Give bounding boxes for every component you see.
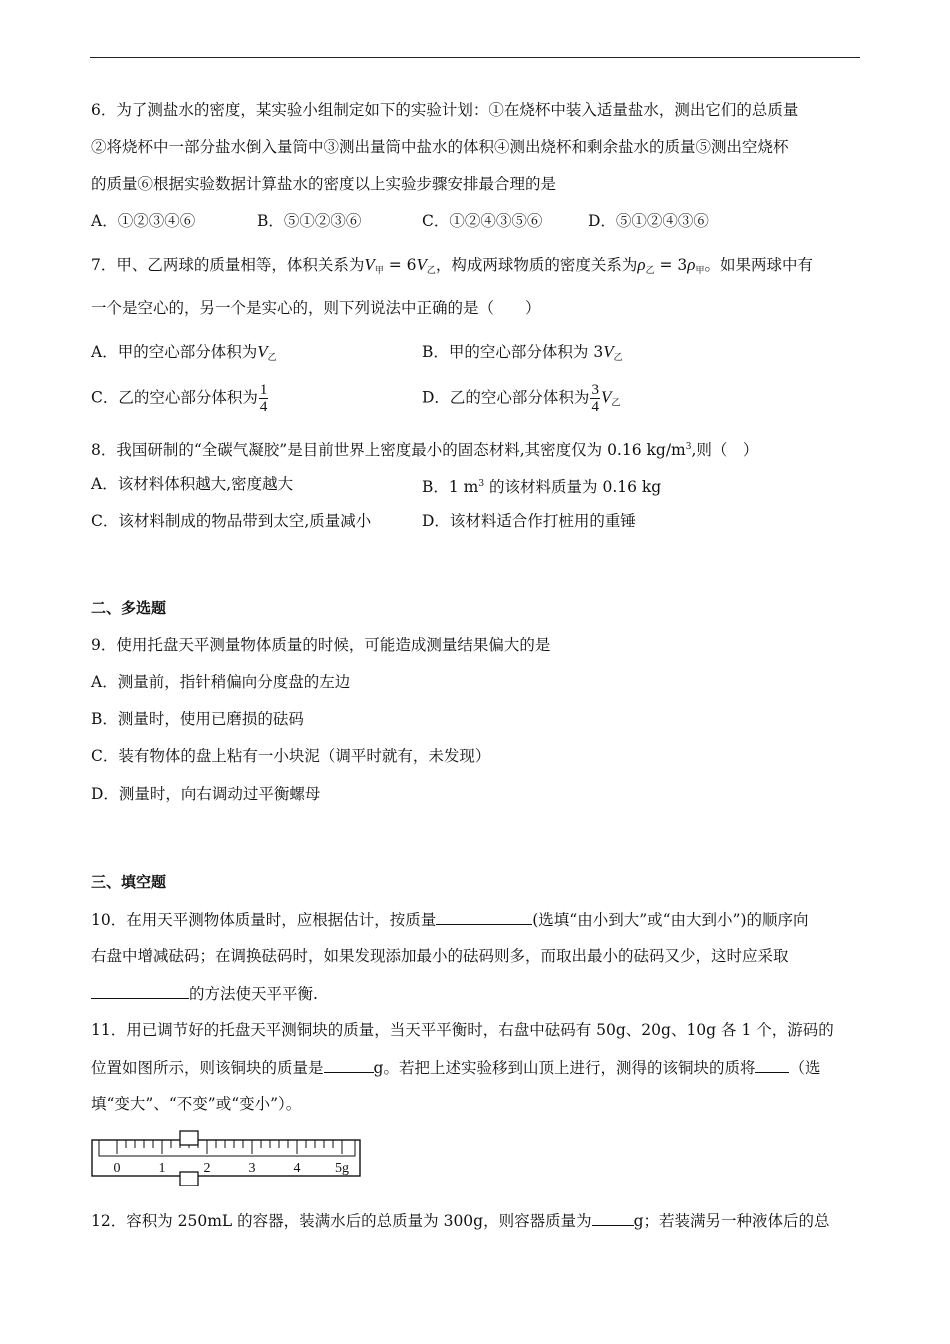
q7-eq2-rhs-sub: 甲 — [695, 266, 705, 276]
q7-option-b-text: B．甲的空心部分体积为 3 — [422, 343, 604, 361]
q12-text-1: 12．容积为 250mL 的容器，装满水后的总质量为 300g，则容器质量为 — [91, 1212, 592, 1230]
q6-line-3: 的质量⑥根据实验数据计算盐水的密度以上实验步骤安排最合理的是 — [91, 175, 557, 193]
ruler-scale-strip — [99, 1140, 355, 1156]
q7-option-a-text: A．甲的空心部分体积为 — [91, 343, 258, 361]
q7-option-c-numerator: 1 — [259, 382, 268, 398]
ruler-tick-label: 2 — [203, 1161, 211, 1176]
q7-eq2-mid: = 3 — [654, 256, 688, 274]
ruler-frame — [92, 1140, 360, 1176]
q7-option-b-var: V — [603, 342, 614, 361]
q7-option-d-fraction — [590, 382, 600, 415]
q11-blank-1 — [324, 1056, 374, 1073]
q8-sup: 3 — [685, 442, 692, 452]
q7-option-d-text: D．乙的空心部分体积为 — [422, 388, 590, 407]
ruler-tick-label: 0 — [113, 1161, 121, 1176]
q11-text-1: 位置如图所示，则该铜块的质量是 — [91, 1059, 324, 1077]
q8-option-b-text-2: 的该材料质量为 0.16 kg — [484, 478, 662, 497]
q6-option-d: D．⑤①②④③⑥ — [588, 212, 709, 230]
q6-line-2: ②将烧杯中一部分盐水倒入量筒中③测出量筒中盐水的体积④测出烧杯和剩余盐水的质量⑤测出空烧杯 — [91, 138, 789, 156]
q6-option-b: B．⑤①②③⑥ — [257, 212, 362, 230]
q7-option-d — [422, 382, 620, 415]
q8-option-b — [422, 473, 661, 498]
q7-option-d-numerator: 3 — [591, 382, 599, 398]
q12-line-1 — [91, 1209, 830, 1232]
q7-option-b — [422, 341, 623, 369]
q9-option-b: B．测量时，使用已磨损的砝码 — [91, 710, 304, 728]
section-multi-choice: 二、多选题 — [91, 599, 167, 617]
q8-option-a: A．该材料体积越大,密度越大 — [91, 475, 294, 493]
q12-text-2: g；若装满另一种液体后的总 — [633, 1212, 830, 1230]
section-fill-blank: 三、填空题 — [91, 873, 167, 891]
q8-option-c: C．该材料制成的物品带到太空,质量减小 — [91, 512, 372, 530]
q10-line-3 — [91, 982, 318, 1005]
q11-text-3: （选 — [789, 1059, 821, 1077]
q9-option-a: A．测量前，指针稍偏向分度盘的左边 — [91, 673, 351, 691]
header-rule — [90, 57, 860, 58]
q8-text-1: 8．我国研制的“全碳气凝胶”是目前世界上密度最小的固态材料,其密度仅为 0.16 kg/m — [91, 441, 686, 460]
q11-line-2 — [91, 1056, 820, 1079]
ruler-tick-label: 5g — [335, 1161, 349, 1176]
q8-option-b-text-1: B．1 m — [422, 478, 479, 497]
q11-text-2: g。若把上述实验移到山顶上进行，测得的该铜块的质将 — [373, 1059, 756, 1077]
q11-line-1: 11．用已调节好的托盘天平测铜块的质量，当天平平衡时，右盘中砝码有 50g、20g、10g 各 1 个，游码的 — [91, 1021, 834, 1039]
q10-blank-1 — [436, 908, 532, 925]
q10-line-2: 右盘中增减砝码；在调换砝码时，如果发现添加最小的砝码则多，而取出最小的砝码又少，这时应采取 — [91, 947, 789, 965]
q7-eq1-rhs-sub: 乙 — [426, 266, 436, 276]
rider-bottom — [180, 1172, 198, 1186]
q7-line-1 — [91, 254, 813, 282]
ruler-tick-label: 4 — [293, 1161, 301, 1176]
ruler-tick-label: 3 — [248, 1161, 256, 1176]
q10-text-1: 10．在用天平测物体质量时，应根据估计，按质量 — [91, 911, 437, 929]
q7-option-a — [91, 341, 277, 369]
q8-text-2: ,则（ ） — [691, 441, 759, 460]
q7-option-b-sub: 乙 — [613, 353, 623, 363]
q7-option-c-text: C．乙的空心部分体积为 — [91, 388, 258, 407]
q6-option-c: C．①②④③⑤⑥ — [422, 212, 543, 230]
q10-text-3: 的方法使天平平衡. — [189, 985, 318, 1003]
q7-text-2: ，构成两球物质的密度关系为 — [435, 256, 638, 274]
q7-text-3: 。如果两球中有 — [704, 256, 813, 274]
q10-blank-2 — [91, 982, 189, 999]
q10-line-1 — [91, 908, 809, 931]
q8-line-1 — [91, 436, 758, 461]
q7-eq1-rhs: V — [416, 255, 427, 274]
q7-eq2-rhs: ρ — [687, 255, 696, 274]
q6-option-a: A．①②③④⑥ — [91, 212, 196, 230]
q7-option-c-denominator: 4 — [259, 399, 268, 415]
q7-eq1-lhs: V — [364, 255, 375, 274]
q7-option-c-fraction — [259, 382, 269, 415]
q7-text-1: 7．甲、乙两球的质量相等，体积关系为 — [91, 256, 365, 274]
q7-option-c — [91, 382, 269, 415]
q7-eq2-lhs: ρ — [637, 255, 646, 274]
q9-option-d: D．测量时，向右调动过平衡螺母 — [91, 785, 321, 803]
q7-line-2: 一个是空心的，另一个是实心的，则下列说法中正确的是（ ） — [91, 299, 541, 317]
q12-blank-1 — [592, 1209, 634, 1226]
q7-option-d-denominator: 4 — [591, 399, 599, 415]
rider-top — [180, 1131, 198, 1145]
q8-option-d: D．该材料适合作打桩用的重锤 — [422, 512, 636, 530]
ruler-svg — [91, 1130, 361, 1186]
q8-option-b-sup: 3 — [478, 479, 485, 489]
q11-line-3: 填“变大”、“不变”或“变小”）。 — [91, 1095, 302, 1113]
ruler-tick-label: 1 — [158, 1161, 166, 1176]
q7-eq2-lhs-sub: 乙 — [645, 266, 655, 276]
q7-option-d-var: V — [600, 387, 612, 407]
q6-line-1: 6．为了测盐水的密度，某实验小组制定如下的实验计划：①在烧杯中装入适量盐水，测出它们的总质量 — [91, 101, 799, 119]
q7-option-a-var: V — [257, 342, 268, 361]
q7-option-a-sub: 乙 — [267, 353, 277, 363]
balance-beam-ruler-figure — [91, 1130, 361, 1186]
q10-text-2: (选填“由小到大”或“由大到小”)的顺序向 — [532, 911, 809, 929]
q9-option-c: C．装有物体的盘上粘有一小块泥（调平时就有，未发现） — [91, 747, 491, 765]
q7-option-d-sub: 乙 — [611, 398, 621, 409]
q11-blank-2 — [755, 1056, 789, 1073]
q9-stem: 9．使用托盘天平测量物体质量的时候，可能造成测量结果偏大的是 — [91, 636, 551, 654]
q7-eq1-mid: = 6 — [383, 256, 417, 274]
q7-eq1-lhs-sub: 甲 — [374, 266, 384, 276]
